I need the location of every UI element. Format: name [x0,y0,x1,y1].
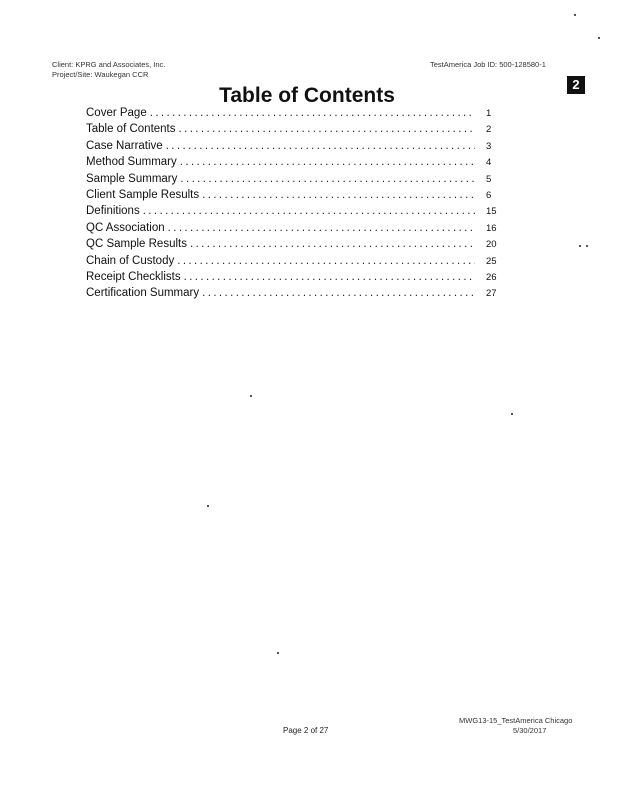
toc-entry-label: Receipt Checklists [86,270,181,283]
toc-leader-dots [180,156,475,168]
toc-entry-label: QC Association [86,221,165,234]
page-title-wrapper [0,84,618,108]
toc-entry[interactable] [86,107,504,123]
header-job-id: TestAmerica Job ID: 500-128580-1 [430,60,546,69]
toc-entry-label: Method Summary [86,156,177,169]
scan-speck [511,413,513,415]
toc-entry-page: 16 [486,222,497,234]
scan-speck [598,37,600,39]
toc-entry-page: 26 [486,271,497,283]
toc-entry-label: Table of Contents [86,123,176,136]
toc-leader-dots [177,255,475,267]
toc-entry[interactable] [86,189,504,205]
toc-entry-page: 3 [486,140,492,152]
toc-entry-page: 27 [486,288,497,300]
toc-leader-dots [150,107,475,119]
scan-speck [574,14,576,16]
toc-entry-label: Certification Summary [86,287,200,300]
toc-entry[interactable] [86,205,504,221]
toc-leader-dots [202,287,475,299]
scan-speck [250,395,252,397]
toc-entry-page: 6 [486,189,492,201]
header-project: Project/Site: Waukegan CCR [52,70,149,79]
toc-entry-label: Case Narrative [86,139,163,152]
section-tab-badge: 2 [567,76,585,94]
footer-lab: MWG13-15_TestAmerica Chicago [459,716,573,725]
table-of-contents [86,107,504,304]
toc-entry-page: 4 [486,157,492,169]
toc-entry[interactable] [86,222,504,238]
toc-entry-page: 15 [486,206,497,218]
toc-leader-dots [168,222,475,234]
footer-date: 5/30/2017 [513,726,547,735]
toc-entry[interactable] [86,287,504,303]
toc-entry-page: 20 [486,239,497,251]
toc-leader-dots [166,140,475,152]
header-client: Client: KPRG and Associates, Inc. [52,60,166,69]
toc-entry[interactable] [86,156,504,172]
header-client-project [52,60,165,80]
toc-entry-label: Definitions [86,205,140,218]
toc-leader-dots [190,238,475,250]
toc-entry-page: 25 [486,255,497,267]
toc-entry-page: 1 [486,108,492,119]
toc-entry-page: 2 [486,124,492,136]
toc-leader-dots [184,271,475,283]
toc-entry[interactable] [86,123,504,139]
toc-leader-dots [179,123,475,135]
toc-entry-page: 5 [486,173,492,185]
page-title: Table of Contents [219,84,395,107]
toc-entry[interactable] [86,140,504,156]
toc-entry[interactable] [86,271,504,287]
toc-leader-dots [180,173,475,185]
toc-entry[interactable] [86,238,504,254]
scan-speck [277,652,279,654]
toc-entry-label: Client Sample Results [86,188,200,201]
toc-entry-label: Cover Page [86,107,147,119]
footer-page-label: Page 2 of 27 [283,726,329,735]
toc-entry[interactable] [86,173,504,189]
toc-entry[interactable] [86,255,504,271]
toc-entry-label: Chain of Custody [86,254,175,267]
scan-speck [207,505,209,507]
toc-leader-dots [202,189,475,201]
scan-speck [586,245,588,247]
scan-speck [579,245,581,247]
toc-entry-label: Sample Summary [86,172,178,185]
toc-entry-label: QC Sample Results [86,238,187,251]
toc-leader-dots [143,205,475,217]
